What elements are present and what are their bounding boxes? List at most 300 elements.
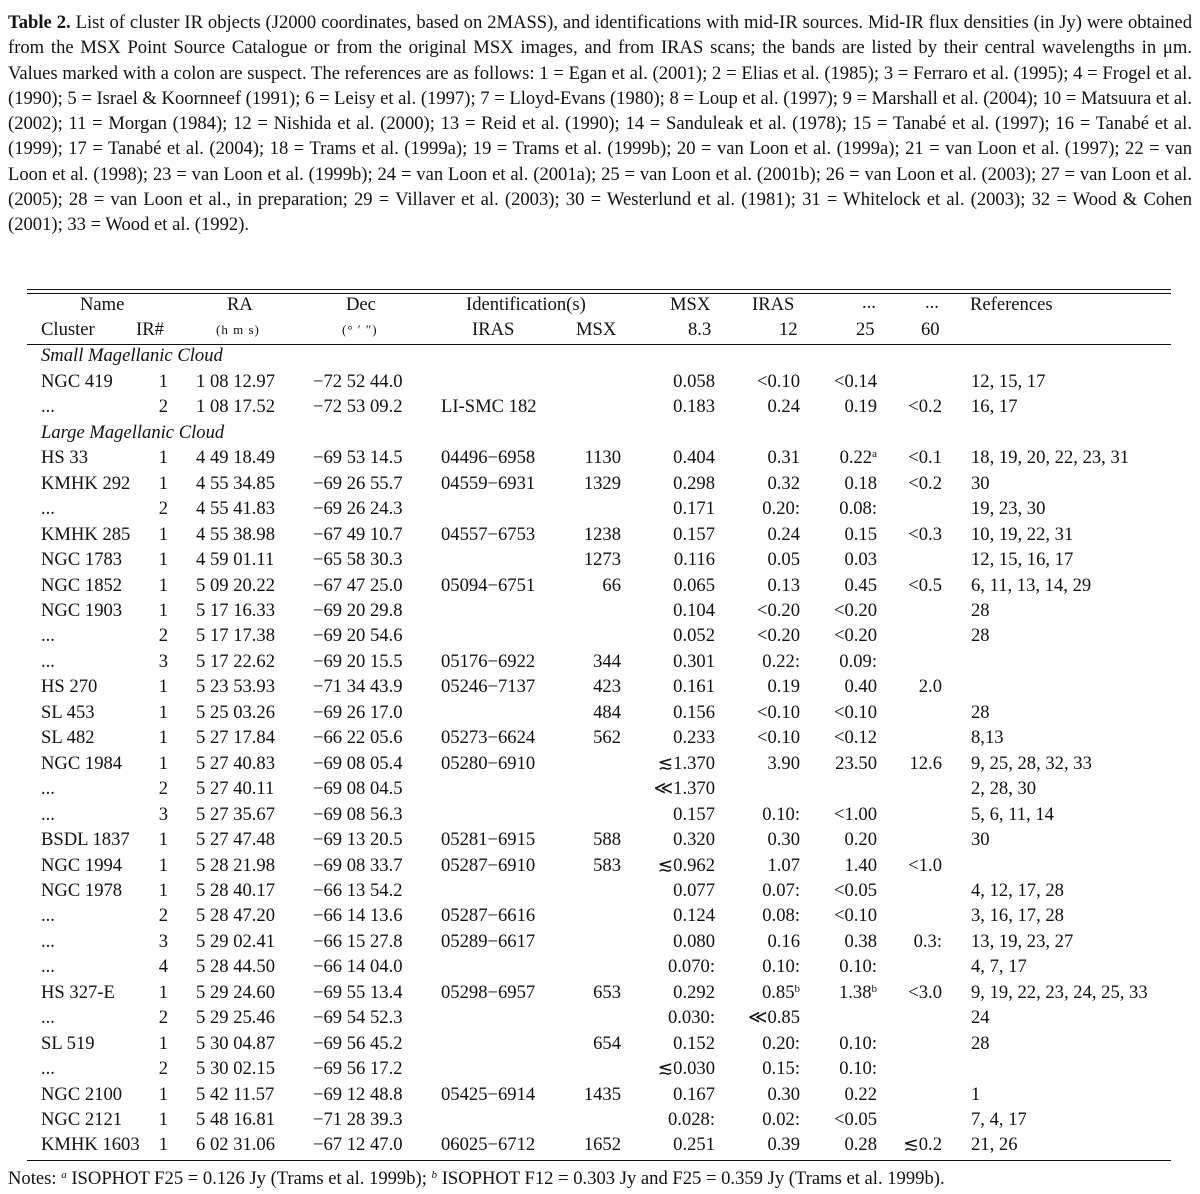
table-row (0, 394, 1200, 419)
cell-dec: −69 20 54.6 (313, 625, 403, 647)
cell-ra: 5 27 40.83 (196, 752, 276, 774)
cell-ir-number: 1 (158, 1083, 168, 1105)
cell-flux-60: <3.0 (908, 981, 942, 1003)
cell-flux-8-3: 0.156 (673, 701, 715, 723)
cell-flux-25: 0.45 (844, 574, 877, 596)
note-b-text: ISOPHOT F12 = 0.303 Jy and F25 = 0.359 Jy (Trams et al. 1999b). (441, 1168, 945, 1189)
cell-flux-8-3: 0.298 (673, 472, 715, 494)
cell-cluster: ... (41, 1058, 55, 1080)
cell-flux-12: <0.10 (756, 371, 800, 392)
notes-prefix: Notes: (8, 1168, 57, 1189)
cell-cluster: ... (41, 625, 55, 647)
cell-flux-12: 0.10: (762, 956, 800, 978)
cell-msx-id: 1238 (583, 523, 621, 545)
cell-cluster: ... (41, 905, 55, 927)
cell-ir-number: 1 (158, 854, 168, 876)
table-row (0, 674, 1200, 699)
cell-cluster: ... (41, 803, 55, 825)
table-row (0, 929, 1200, 954)
cell-references: 9, 25, 28, 32, 33 (971, 752, 1092, 774)
cell-references: 12, 15, 17 (971, 371, 1046, 392)
cell-msx-id: 66 (602, 574, 621, 596)
cell-dec: −66 14 13.6 (313, 905, 403, 927)
cell-iras-id: 05298−6957 (441, 981, 536, 1003)
cell-iras-id: LI-SMC 182 (441, 396, 537, 418)
cell-dec: −71 28 39.3 (313, 1109, 403, 1130)
cell-flux-8-3: 0.058 (673, 371, 715, 392)
cell-cluster: SL 453 (41, 701, 95, 723)
cell-references: 18, 19, 20, 22, 23, 31 (971, 447, 1130, 469)
header-name: Name (80, 294, 125, 315)
cell-ir-number: 2 (158, 498, 168, 520)
cell-ir-number: 1 (158, 879, 168, 901)
cell-flux-25: 0.08: (839, 498, 877, 520)
cell-ra: 5 28 40.17 (196, 879, 276, 901)
header-band-12: 12 (779, 319, 798, 340)
cell-references: 8,13 (971, 727, 1004, 749)
cell-flux-8-3: 0.116 (673, 549, 715, 571)
cell-ir-number: 2 (158, 1058, 168, 1080)
cell-iras-id: 05176−6922 (441, 650, 536, 672)
cell-ra: 5 29 25.46 (196, 1007, 276, 1029)
cell-flux-8-3: 0.161 (673, 676, 715, 698)
cell-cluster: NGC 2121 (41, 1109, 123, 1130)
cell-msx-id: 344 (593, 650, 621, 672)
table-caption (8, 10, 1192, 238)
footnote-marker: b (794, 982, 800, 995)
footnote-marker: a (872, 448, 877, 461)
cell-ra: 5 48 16.81 (196, 1109, 276, 1130)
cell-flux-8-3: 0.065 (673, 574, 715, 596)
cell-ir-number: 1 (158, 549, 168, 571)
cell-references: 9, 19, 22, 23, 24, 25, 33 (971, 981, 1148, 1003)
cell-ir-number: 1 (158, 447, 168, 469)
section-lmc: Large Magellanic Cloud (41, 422, 225, 443)
cell-dec: −66 22 05.6 (313, 727, 403, 749)
cell-flux-12: ≪0.85 (747, 1007, 800, 1029)
cell-flux-12: 0.31 (767, 447, 800, 469)
cell-references: 4, 7, 17 (971, 956, 1027, 978)
cell-ir-number: 2 (158, 1007, 168, 1029)
table-row (0, 853, 1200, 878)
cell-ir-number: 1 (158, 600, 168, 621)
footnote-marker: b (871, 982, 877, 995)
table-row (0, 369, 1200, 394)
cell-iras-id: 05287−6616 (441, 905, 536, 927)
table-row (0, 445, 1200, 470)
cell-flux-25: 1.40 (844, 854, 877, 876)
cell-ra: 5 29 24.60 (196, 981, 276, 1003)
cell-flux-8-3: ≲0.030 (657, 1058, 715, 1080)
cell-flux-12: 0.30 (767, 829, 800, 851)
cell-dec: −69 08 33.7 (313, 854, 403, 876)
cell-dec: −66 15 27.8 (313, 930, 403, 952)
table-row (0, 1107, 1200, 1132)
cell-flux-8-3: 0.152 (673, 1032, 715, 1054)
cell-iras-id: 05246−7137 (441, 676, 536, 698)
header-ellipsis-25: ... (862, 292, 876, 313)
cell-cluster: NGC 419 (41, 371, 113, 392)
table-row (0, 496, 1200, 521)
cell-cluster: NGC 1852 (41, 574, 123, 596)
cell-flux-12: 0.15: (762, 1058, 800, 1080)
cell-dec: −69 12 48.8 (313, 1083, 403, 1105)
cell-ir-number: 1 (158, 1134, 168, 1156)
table-row (0, 1132, 1200, 1157)
header-references: References (970, 294, 1053, 315)
cell-cluster: NGC 1783 (41, 549, 123, 571)
cell-iras-id: 04496−6958 (441, 447, 536, 469)
cell-flux-25: 0.40 (844, 676, 877, 698)
cell-flux-8-3: 0.251 (673, 1134, 715, 1156)
cell-flux-8-3: ≪1.370 (653, 778, 715, 800)
cell-ra: 4 55 34.85 (196, 472, 276, 494)
table-row (0, 725, 1200, 750)
cell-flux-12: <0.20 (756, 600, 800, 621)
cell-flux-25: <0.10 (833, 905, 877, 927)
cell-flux-8-3: 0.183 (673, 396, 715, 418)
cell-ir-number: 2 (158, 778, 168, 800)
cell-flux-12: <0.10 (756, 701, 800, 723)
cell-ra: 5 25 03.26 (196, 701, 276, 723)
header-band-8-3: 8.3 (688, 319, 712, 340)
cell-flux-60: <1.0 (908, 854, 942, 876)
cell-flux-25: <0.20 (833, 600, 877, 621)
cell-iras-id: 04557−6753 (441, 523, 536, 545)
cell-msx-id: 653 (593, 981, 621, 1003)
cell-msx-id: 1273 (583, 549, 621, 571)
cell-dec: −69 26 24.3 (313, 498, 403, 520)
cell-dec: −67 49 10.7 (313, 523, 403, 545)
cell-references: 16, 17 (971, 396, 1018, 418)
note-a-marker: a (61, 1169, 67, 1181)
cell-dec: −69 08 05.4 (313, 752, 403, 774)
cell-references: 4, 12, 17, 28 (971, 879, 1064, 901)
cell-references: 30 (971, 472, 990, 494)
cell-flux-12: 0.02: (762, 1109, 800, 1130)
cell-flux-8-3: 0.157 (673, 803, 715, 825)
header-band-60: 60 (921, 319, 940, 340)
cell-flux-8-3: 0.301 (673, 650, 715, 672)
cell-ir-number: 3 (158, 803, 168, 825)
cell-ra: 5 27 35.67 (196, 803, 276, 825)
cell-flux-12: 0.16 (767, 930, 800, 952)
cell-ir-number: 2 (158, 625, 168, 647)
cell-flux-25: 0.22$^a$ (839, 447, 877, 469)
cell-dec: −69 13 20.5 (313, 829, 403, 851)
cell-flux-8-3: 0.028: (667, 1109, 715, 1130)
cell-iras-id: 05273−6624 (441, 727, 536, 749)
cell-flux-8-3: 0.320 (673, 829, 715, 851)
cell-flux-60: <0.3 (908, 523, 942, 545)
cell-flux-25: <0.12 (833, 727, 877, 749)
cell-ra: 5 23 53.93 (196, 676, 276, 698)
cell-msx-id: 484 (593, 701, 621, 723)
cell-dec: −69 26 55.7 (313, 472, 403, 494)
cell-ir-number: 1 (158, 1109, 168, 1130)
table-row (0, 573, 1200, 598)
cell-ir-number: 1 (158, 752, 168, 774)
cell-references: 28 (971, 600, 990, 621)
cell-cluster: NGC 1978 (41, 879, 123, 901)
table-row (0, 802, 1200, 827)
cell-flux-25: <0.14 (833, 371, 877, 392)
cell-ra: 6 02 31.06 (196, 1134, 276, 1156)
cell-flux-25: 0.19 (844, 396, 877, 418)
cell-flux-25: 0.10: (839, 956, 877, 978)
cell-ir-number: 1 (158, 472, 168, 494)
cell-flux-12: 0.39 (767, 1134, 800, 1156)
cell-flux-60: <0.2 (908, 396, 942, 418)
cell-ra: 5 17 17.38 (196, 625, 276, 647)
table-row (0, 700, 1200, 725)
cell-ra: 4 59 01.11 (196, 549, 275, 571)
cell-msx-id: 583 (593, 854, 621, 876)
cell-flux-25: 0.38 (844, 930, 877, 952)
cell-flux-8-3: 0.167 (673, 1083, 715, 1105)
cell-flux-25: <0.20 (833, 625, 877, 647)
cell-ra: 4 55 41.83 (196, 498, 276, 520)
bottom-rule (27, 1160, 1171, 1161)
cell-references: 30 (971, 829, 990, 851)
cell-dec: −72 52 44.0 (313, 371, 403, 392)
cell-dec: −67 12 47.0 (313, 1134, 403, 1156)
cell-ra: 5 30 04.87 (196, 1032, 276, 1054)
cell-dec: −65 58 30.3 (313, 549, 403, 571)
cell-flux-8-3: 0.077 (673, 879, 715, 901)
table-row (0, 598, 1200, 623)
cell-references: 6, 11, 13, 14, 29 (971, 574, 1092, 596)
cell-ir-number: 3 (158, 930, 168, 952)
cell-msx-id: 654 (593, 1032, 621, 1054)
header-dec-units: (° ′ ″) (342, 322, 378, 337)
table-row (0, 980, 1200, 1005)
cell-ir-number: 1 (158, 829, 168, 851)
cell-flux-12: 0.13 (767, 574, 800, 596)
cell-flux-60: ≲0.2 (903, 1134, 942, 1156)
note-b-marker: b (431, 1169, 438, 1181)
cell-cluster: KMHK 1603 (41, 1134, 140, 1156)
cell-flux-25: 0.09: (839, 650, 877, 672)
cell-flux-8-3: 0.404 (673, 447, 715, 469)
cell-flux-25: <1.00 (833, 803, 877, 825)
cell-msx-id: 423 (593, 676, 621, 698)
cell-ra: 5 29 02.41 (196, 930, 276, 952)
cell-references: 21, 26 (971, 1134, 1018, 1156)
table-row (0, 1031, 1200, 1056)
cell-references: 28 (971, 1032, 990, 1054)
cell-ra: 5 28 44.50 (196, 956, 276, 978)
cell-ir-number: 2 (158, 905, 168, 927)
cell-flux-12: 0.30 (767, 1083, 800, 1105)
table-label: Table 2. (8, 12, 71, 33)
cell-cluster: ... (41, 396, 55, 418)
cell-flux-8-3: 0.030: (667, 1007, 715, 1029)
cell-dec: −69 08 04.5 (313, 778, 403, 800)
cell-cluster: ... (41, 956, 55, 978)
header-iras: IRAS (752, 294, 795, 315)
cell-ir-number: 2 (158, 396, 168, 418)
cell-references: 28 (971, 701, 990, 723)
cell-dec: −69 55 13.4 (313, 981, 403, 1003)
cell-flux-8-3: 0.171 (673, 498, 715, 520)
section-smc: Small Magellanic Cloud (41, 345, 223, 366)
cell-references: 10, 19, 22, 31 (971, 523, 1074, 545)
cell-iras-id: 05289−6617 (441, 930, 536, 952)
cell-flux-12: 0.24 (767, 396, 800, 418)
cell-flux-25: 0.10: (839, 1058, 877, 1080)
header-ra: RA (227, 294, 253, 315)
table-row (0, 623, 1200, 648)
cell-ra: 5 17 16.33 (196, 600, 276, 621)
cell-flux-25: 1.38$^b$ (838, 981, 877, 1003)
cell-references: 13, 19, 23, 27 (971, 930, 1074, 952)
table-row (0, 1056, 1200, 1081)
cell-ir-number: 1 (158, 574, 168, 596)
cell-flux-8-3: 0.292 (673, 981, 715, 1003)
header-band-25: 25 (856, 319, 875, 340)
cell-iras-id: 05280−6910 (441, 752, 536, 774)
cell-flux-25: 0.10: (839, 1032, 877, 1054)
cell-iras-id: 05425−6914 (441, 1083, 536, 1105)
header-ir-number: IR# (136, 319, 164, 340)
cell-flux-60: <0.2 (908, 472, 942, 494)
table-row (0, 878, 1200, 903)
cell-flux-12: 0.07: (762, 879, 800, 901)
cell-ra: 5 27 47.48 (196, 829, 276, 851)
cell-ir-number: 1 (158, 523, 168, 545)
cell-flux-12: 3.90 (767, 752, 800, 774)
cell-ra: 4 49 18.49 (196, 447, 276, 469)
table-row (0, 522, 1200, 547)
table-row (0, 649, 1200, 674)
cell-cluster: BSDL 1837 (41, 829, 130, 851)
cell-iras-id: 05287−6910 (441, 854, 536, 876)
cell-flux-12: 0.08: (762, 905, 800, 927)
cell-dec: −69 20 29.8 (313, 600, 403, 621)
cell-references: 12, 15, 16, 17 (971, 549, 1074, 571)
table-row (0, 751, 1200, 776)
cell-cluster: ... (41, 930, 55, 952)
header-identifications: Identification(s) (466, 294, 586, 315)
cell-dec: −72 53 09.2 (313, 396, 403, 418)
cell-ir-number: 1 (158, 676, 168, 698)
cell-msx-id: 1329 (583, 472, 621, 494)
cell-flux-12: <0.10 (756, 727, 800, 749)
cell-dec: −69 53 14.5 (313, 447, 403, 469)
cell-flux-60: <0.1 (908, 447, 942, 469)
cell-ra: 5 27 17.84 (196, 727, 276, 749)
header-iras-id: IRAS (472, 319, 515, 340)
cell-flux-12: 1.07 (767, 854, 800, 876)
cell-flux-8-3: 0.052 (673, 625, 715, 647)
cell-ir-number: 1 (158, 1032, 168, 1054)
cell-ra: 5 17 22.62 (196, 650, 276, 672)
cell-ra: 5 27 40.11 (196, 778, 275, 800)
cell-dec: −66 14 04.0 (313, 956, 403, 978)
cell-references: 3, 16, 17, 28 (971, 905, 1064, 927)
cell-dec: −66 13 54.2 (313, 879, 403, 901)
cell-iras-id: 05281−6915 (441, 829, 536, 851)
table-row (0, 827, 1200, 852)
cell-ra: 1 08 12.97 (196, 371, 276, 392)
cell-references: 28 (971, 625, 990, 647)
cell-flux-12: 0.05 (767, 549, 800, 571)
cell-flux-25: 23.50 (835, 752, 877, 774)
table-notes (8, 1166, 945, 1191)
cell-cluster: SL 519 (41, 1032, 95, 1054)
cell-dec: −71 34 43.9 (313, 676, 403, 698)
cell-references: 1 (971, 1083, 981, 1105)
cell-iras-id: 05094−6751 (441, 574, 536, 596)
cell-flux-60: 2.0 (918, 676, 942, 698)
cell-flux-8-3: 0.157 (673, 523, 715, 545)
cell-flux-25: 0.03 (844, 549, 877, 571)
cell-ra: 5 28 21.98 (196, 854, 276, 876)
cell-cluster: HS 327-E (41, 981, 115, 1003)
cell-flux-8-3: 0.080 (673, 930, 715, 952)
cell-references: 19, 23, 30 (971, 498, 1046, 520)
cell-flux-12: 0.20: (762, 498, 800, 520)
table-row (0, 1082, 1200, 1107)
caption-text: List of cluster IR objects (J2000 coordinates, based on 2MASS), and identifications with mid-IR sources. Mid-IR flux densities (in Jy) were obtained from the MSX Point Source Catalogue or from the original MSX images, and from IRAS scans; the bands are listed by their central wavelengths in μm. Values marked with a colon are suspect. The references are as follows: 1 = Egan et al. (2001); 2 = Elias et al. (1985); 3 = Ferraro et al. (1995); 4 = Frogel et al. (1990); 5 = Israel & Koornneef (1991); 6 = Leisy et al. (1997); 7 = Lloyd-Evans (1980); 8 = Loup et al. (1997); 9 = Marshall et al. (2004); 10 = Matsuura et al. (2002); 11 = Morgan (1984); 12 = Nishida et al. (2000); 13 = Reid et al. (1990); 14 = Sanduleak et al. (1978); 15 = Tanabé et al. (1997); 16 = Tanabé et al. (1999); 17 = Tanabé et al. (2004); 18 = Trams et al. (1999a); 19 = Trams et al. (1999b); 20 = van Loon et al. (1999a); 21 = van Loon et al. (1997); 22 = van Loon et al. (1998); 23 = van Loon et al. (1999b); 24 = van Loon et al. (2001a); 25 = van Loon et al. (2001b); 26 = van Loon et al. (2003); 27 = van Loon et al. (2005); 28 = van Loon et al., in preparation; 29 = Villaver et al. (2003); 30 = Westerlund et al. (1981); 31 = Whitelock et al. (2003); 32 = Wood & Cohen (2001); 33 = Wood et al. (1992). (8, 12, 1192, 236)
cell-ir-number: 3 (158, 650, 168, 672)
top-rule (27, 289, 1171, 290)
cell-flux-8-3: 0.233 (673, 727, 715, 749)
table-row (0, 547, 1200, 572)
cell-dec: −69 08 56.3 (313, 803, 403, 825)
header-msx: MSX (670, 294, 711, 315)
cell-ir-number: 1 (158, 701, 168, 723)
cell-cluster: ... (41, 778, 55, 800)
cell-flux-8-3: ≲0.962 (657, 854, 715, 876)
cell-ra: 5 30 02.15 (196, 1058, 276, 1080)
cell-cluster: ... (41, 650, 55, 672)
cell-flux-25: <0.10 (833, 701, 877, 723)
cell-iras-id: 06025−6712 (441, 1134, 536, 1156)
cell-flux-25: 0.20 (844, 829, 877, 851)
cell-flux-12: 0.19 (767, 676, 800, 698)
header-cluster: Cluster (41, 319, 95, 340)
cell-cluster: HS 33 (41, 447, 89, 469)
cell-cluster: KMHK 292 (41, 472, 131, 494)
cell-ra: 5 28 47.20 (196, 905, 276, 927)
cell-flux-8-3: 0.124 (673, 905, 715, 927)
cell-flux-8-3: 0.104 (673, 600, 715, 621)
cell-cluster: NGC 1903 (41, 600, 123, 621)
cell-dec: −69 56 45.2 (313, 1032, 403, 1054)
cell-msx-id: 1652 (583, 1134, 621, 1156)
cell-flux-60: 12.6 (909, 752, 942, 774)
cell-flux-25: <0.05 (833, 1109, 877, 1130)
cell-flux-12: 0.85$^b$ (761, 981, 800, 1003)
cell-flux-12: <0.20 (756, 625, 800, 647)
table-row (0, 471, 1200, 496)
cell-flux-25: 0.28 (844, 1134, 877, 1156)
cell-flux-25: 0.15 (844, 523, 877, 545)
cell-cluster: HS 270 (41, 676, 98, 698)
table-row (0, 903, 1200, 928)
cell-msx-id: 588 (593, 829, 621, 851)
cell-flux-12: 0.32 (767, 472, 800, 494)
cell-msx-id: 1435 (583, 1083, 621, 1105)
cell-cluster: ... (41, 498, 55, 520)
cell-references: 5, 6, 11, 14 (971, 803, 1054, 825)
cell-flux-60: <0.5 (908, 574, 942, 596)
cell-cluster: NGC 1994 (41, 854, 123, 876)
note-a-text: ISOPHOT F25 = 0.126 Jy (Trams et al. 1999b); (71, 1168, 427, 1189)
cell-msx-id: 1130 (584, 447, 621, 469)
